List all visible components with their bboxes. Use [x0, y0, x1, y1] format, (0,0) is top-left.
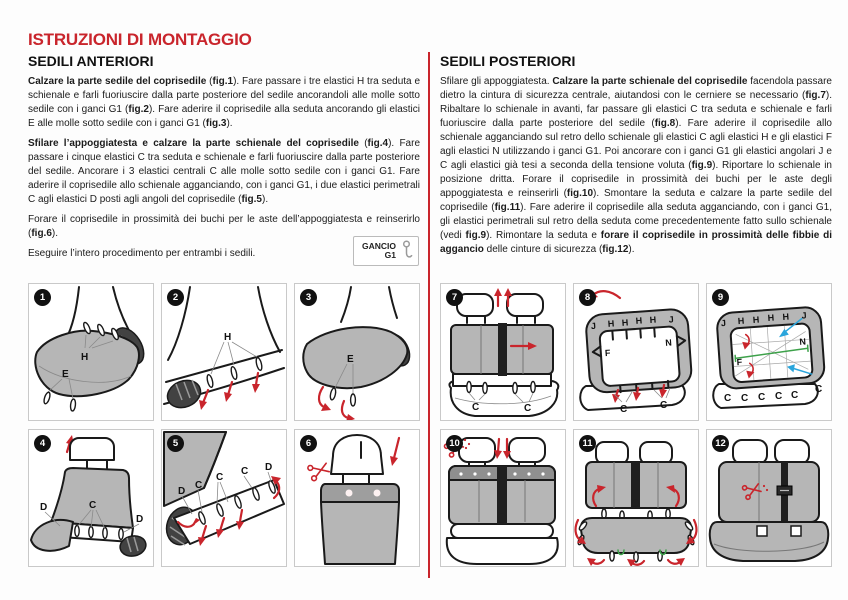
- elastic-label: C: [775, 391, 783, 402]
- rear-seats-heading: SEDILI POSTERIORI: [440, 53, 576, 69]
- elastic-label: C: [791, 390, 799, 401]
- figure-number-badge: 11: [579, 435, 596, 452]
- paragraph: Forare il coprisedile in prossimità dei buchi per le aste dell’appoggiatesta e reinserirlo (fig.6).: [28, 214, 420, 239]
- elastic-label: C: [89, 500, 97, 511]
- elastic-label: E: [347, 354, 354, 365]
- figure-panel-3: [294, 283, 420, 421]
- rear-seats-column: [440, 53, 832, 263]
- front-seat-figures: [28, 283, 420, 567]
- red-arrow: [390, 438, 399, 466]
- elastic-label: F: [736, 356, 743, 368]
- elastic-label: C: [815, 384, 823, 395]
- elastic-label: J: [668, 314, 675, 325]
- figure-number-badge: 12: [712, 435, 729, 452]
- elastic-label: D: [178, 486, 186, 497]
- elastic-label: N: [799, 336, 807, 347]
- seat-base-cover-illustration: [574, 430, 698, 566]
- elastic-label: H: [224, 332, 232, 343]
- figure-number-badge: 9: [712, 289, 729, 306]
- elastic-label: C: [241, 466, 249, 477]
- elastic-label: D: [40, 502, 48, 513]
- figure-number-badge: 8: [579, 289, 596, 306]
- folded-backrest-rear-illustration: [574, 284, 698, 420]
- elastic-label: C: [758, 392, 766, 403]
- figure-panel-11: [573, 429, 699, 567]
- elastic-label: C: [741, 393, 749, 404]
- elastic-label: C: [620, 404, 628, 415]
- elastic-label: H: [635, 315, 643, 326]
- elastic-label: E: [62, 369, 69, 380]
- elastic-label: H: [81, 352, 89, 363]
- paragraph: Sfilare l’appoggiatesta e calzare la parte schienale del coprisedile (fig.4). Fare passare i cinque elastici C tra seduta e schienale e farli fuoriuscire dalla parte posteriore del sedile. Ancorare i 3 elastici centrali C alle molle sotto sedile con i ganci G1. Fare aderire il coprisedile allo schienale agganciando, con i ganci G1, i due elastici perimetrali C agli elastici D posti agli angoli del coprisedile (fig.5).: [28, 138, 421, 205]
- figure-panel-10: [440, 429, 566, 567]
- elastic-label: D: [265, 462, 273, 473]
- cushion-rear-elastics-illustration: [162, 284, 286, 420]
- elastic-label: J: [590, 320, 597, 332]
- headrest-reinsert-illustration: [441, 430, 565, 566]
- elastic-label: C: [660, 400, 668, 411]
- figure-number-badge: 4: [34, 435, 51, 452]
- backrest-elastics-closeup-illustration: [162, 430, 286, 566]
- elastic-label: C: [472, 402, 480, 413]
- column-divider: [428, 52, 430, 578]
- front-seats-text: [28, 75, 420, 261]
- backrest-cover-illustration: [29, 430, 153, 566]
- rear-seat-figures: [440, 283, 832, 567]
- elastic-label: F: [604, 347, 611, 359]
- cushion-front-elastics-illustration: [295, 284, 419, 420]
- elastic-label: C: [216, 472, 224, 483]
- figure-panel-9: [706, 283, 832, 421]
- figure-number-badge: 6: [300, 435, 317, 452]
- figure-number-badge: 5: [167, 435, 184, 452]
- hook-g1-legend: [353, 236, 419, 266]
- elastic-label: H: [621, 317, 629, 328]
- figure-panel-2: [161, 283, 287, 421]
- figure-panel-6: [294, 429, 420, 567]
- elastic-label: H: [782, 311, 790, 322]
- paragraph: Sfilare gli appoggiatesta. Calzare la parte schienale del coprisedile facendola passare dietro la cintura di sicurezza centrale, aiutandosi con le cerniere se necessario (fig.7). Ribaltare lo schienale in avanti, far passare gli elastici C tra seduta e schienale e farli fuoriuscire dalla parte posteriore del sedile (fig.8). Fare aderire il coprisedile allo schienale agganciando sul retro dello schienale gli elastici C agli elastici H e gli elastici F agli elastici N utilizzando i ganci G1. Poi ancorare con i ganci G1 gli elastici angolari J e C agli elastici già tesi a seconda della tensione voluta (fig.9). Riportare lo schienale in posizione dritta. Forare il coprisedile in prossimità dei buchi per le aste degli appoggiatesta e reinserirli (fig.10). Smontare la seduta e calzare la parte sedile del coprisedile (fig.11). Fare aderire il coprisedile alla seduta agganciando, con i ganci G1, gli elastici perimetrali sul retro della seduta come precedentemente fatto sullo schienale (vedi fig.9). Rimontare la seduta e forare il coprisedile in prossimità delle fibbie di aggancio delle cinture di sicurezza (fig.12).: [440, 76, 832, 255]
- figure-panel-5: [161, 429, 287, 567]
- paragraph: Calzare la parte sedile del coprisedile (fig.1). Fare passare i tre elastici H tra seduta e schienale e farli fuoriuscire dalla parte posteriore del sedile ancorandoli alle molle sotto sedile con i ganci G1 (fig.2). Fare aderire il coprisedile alla seduta ancorando gli elastici E alle molle sotto sedile con i ganci G1 (fig.3).: [28, 76, 421, 129]
- hook-g1-label: GANCIO G1: [362, 240, 396, 260]
- figure-panel-7: [440, 283, 566, 421]
- headrest-pierce-illustration: [295, 430, 419, 566]
- page-title: ISTRUZIONI DI MONTAGGIO: [28, 30, 252, 49]
- figure-number-badge: 3: [300, 289, 317, 306]
- elastic-label: C: [724, 393, 732, 404]
- figure-panel-4: [28, 429, 154, 567]
- elastic-label: H: [767, 312, 775, 324]
- elastic-label: N: [664, 337, 673, 348]
- figure-panel-8: [573, 283, 699, 421]
- rear-bench-cover-illustration: [441, 284, 565, 420]
- front-seats-heading: SEDILI ANTERIORI: [28, 53, 154, 69]
- red-arrow: [319, 387, 355, 420]
- elastic-label: H: [649, 314, 657, 325]
- scissors-icon: [307, 460, 330, 481]
- elastic-label: D: [136, 514, 144, 525]
- figure-number-badge: 7: [446, 289, 463, 306]
- figure-panel-1: [28, 283, 154, 421]
- finished-bench-pierce-illustration: [707, 430, 831, 566]
- figure-number-badge: 1: [34, 289, 51, 306]
- elastic-label: C: [524, 403, 532, 414]
- seat-cushion-illustration: [29, 284, 153, 420]
- elastic-label: C: [195, 480, 203, 491]
- figure-number-badge: 2: [167, 289, 184, 306]
- elastic-hooking-diagram-illustration: [707, 284, 831, 420]
- figure-panel-12: [706, 429, 832, 567]
- elastic-label: H: [752, 314, 760, 326]
- paragraph: Eseguire l’intero procedimento per entrambi i sedili.: [28, 248, 256, 259]
- elastic-label: H: [737, 315, 745, 327]
- front-seats-column: [28, 30, 420, 267]
- elastic-label: H: [607, 318, 615, 329]
- hook-icon: [400, 239, 413, 263]
- elastic-label: J: [801, 310, 807, 321]
- figure-number-badge: 10: [446, 435, 463, 452]
- rear-seats-text: [440, 75, 832, 257]
- elastic-label: J: [720, 317, 727, 329]
